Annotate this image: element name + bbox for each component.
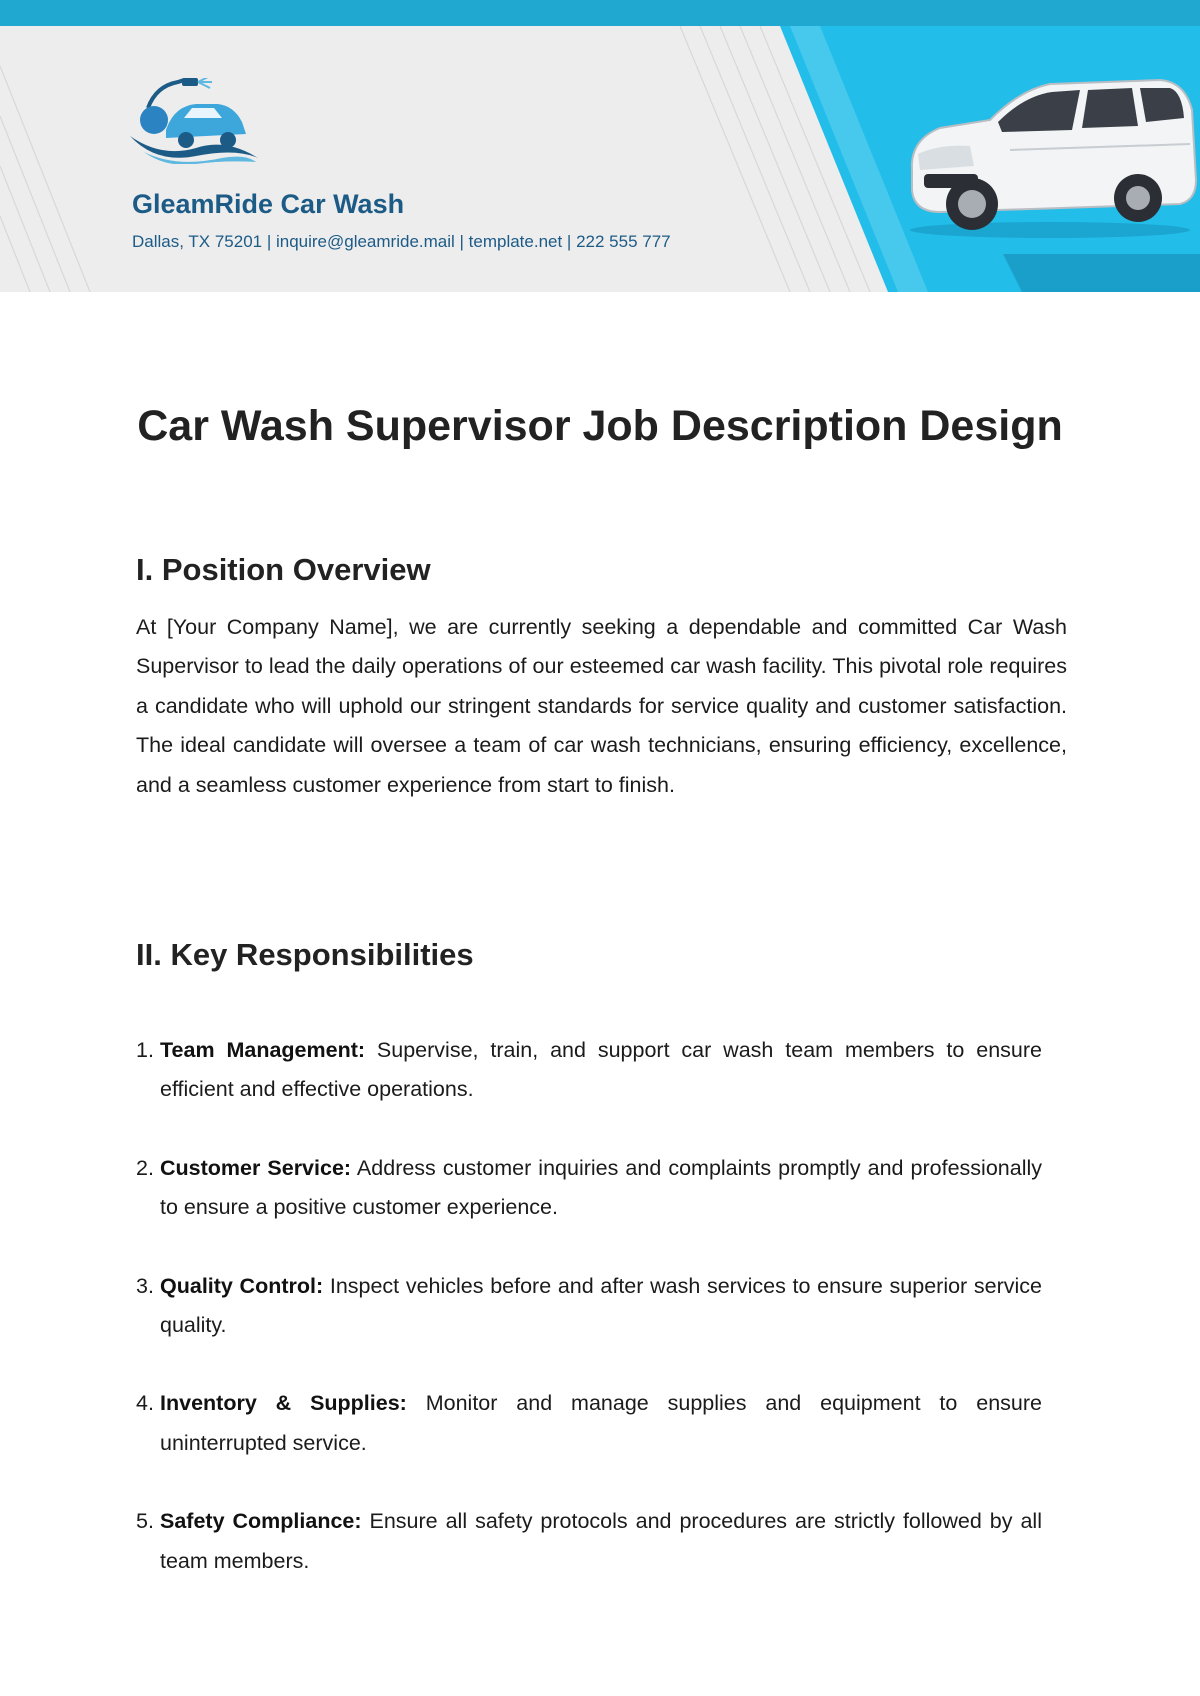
item-term: Safety Compliance:: [160, 1509, 362, 1534]
item-number: 2.: [136, 1155, 154, 1180]
section-heading-position-overview: I. Position Overview: [136, 552, 431, 587]
item-number: 4.: [136, 1391, 154, 1416]
white-minivan-image: [900, 70, 1200, 240]
item-text: Inspect vehicles before and after wash services to ensure superior service quality.: [160, 1273, 1043, 1338]
list-item: [136, 1267, 1042, 1346]
item-text: Ensure all safety protocols and procedures are strictly followed by all team members.: [160, 1509, 1042, 1573]
position-overview-paragraph: At [Your Company Name], we are currently seeking a dependable and committed Car Wash Supervisor to lead the daily operations of our esteemed car wash facility. This pivotal role requires a candidate who will uphold our stringent standards for service quality and customer satisfaction. The ideal candidate will oversee a team of car wash technicians, ensuring efficiency, excellence, and a seamless customer experience from start to finish.: [136, 615, 1067, 797]
top-accent-bar: [0, 0, 1200, 26]
item-text: Monitor and manage supplies and equipment to ensure uninterrupted service.: [160, 1391, 1042, 1455]
item-term: Inventory & Supplies:: [160, 1391, 407, 1416]
item-term: Quality Control:: [160, 1273, 324, 1298]
section-heading-key-responsibilities: II. Key Responsibilities: [136, 937, 474, 972]
letterhead: [0, 26, 1200, 292]
list-item: [136, 1502, 1042, 1581]
list-item: [136, 1384, 1042, 1463]
document-title: Car Wash Supervisor Job Description Design: [137, 402, 1063, 450]
list-item: [136, 1149, 1042, 1228]
item-term: Team Management:: [160, 1038, 366, 1062]
responsibilities-list: [136, 1031, 1042, 1620]
list-item: [136, 1031, 1042, 1110]
item-number: 1.: [136, 1038, 154, 1062]
contact-info: Dallas, TX 75201 | inquire@gleamride.mail | template.net | 222 555 777: [132, 232, 671, 251]
item-text: Address customer inquiries and complaints promptly and professionally to ensure a positive customer experience.: [160, 1155, 1042, 1220]
item-number: 5.: [136, 1509, 154, 1534]
item-number: 3.: [136, 1273, 154, 1298]
item-term: Customer Service:: [160, 1155, 352, 1180]
brand-name: GleamRide Car Wash: [132, 189, 405, 219]
car-wash-logo-icon: [126, 78, 262, 164]
item-text: Supervise, train, and support car wash team members to ensure efficient and effective operations.: [160, 1038, 1042, 1102]
